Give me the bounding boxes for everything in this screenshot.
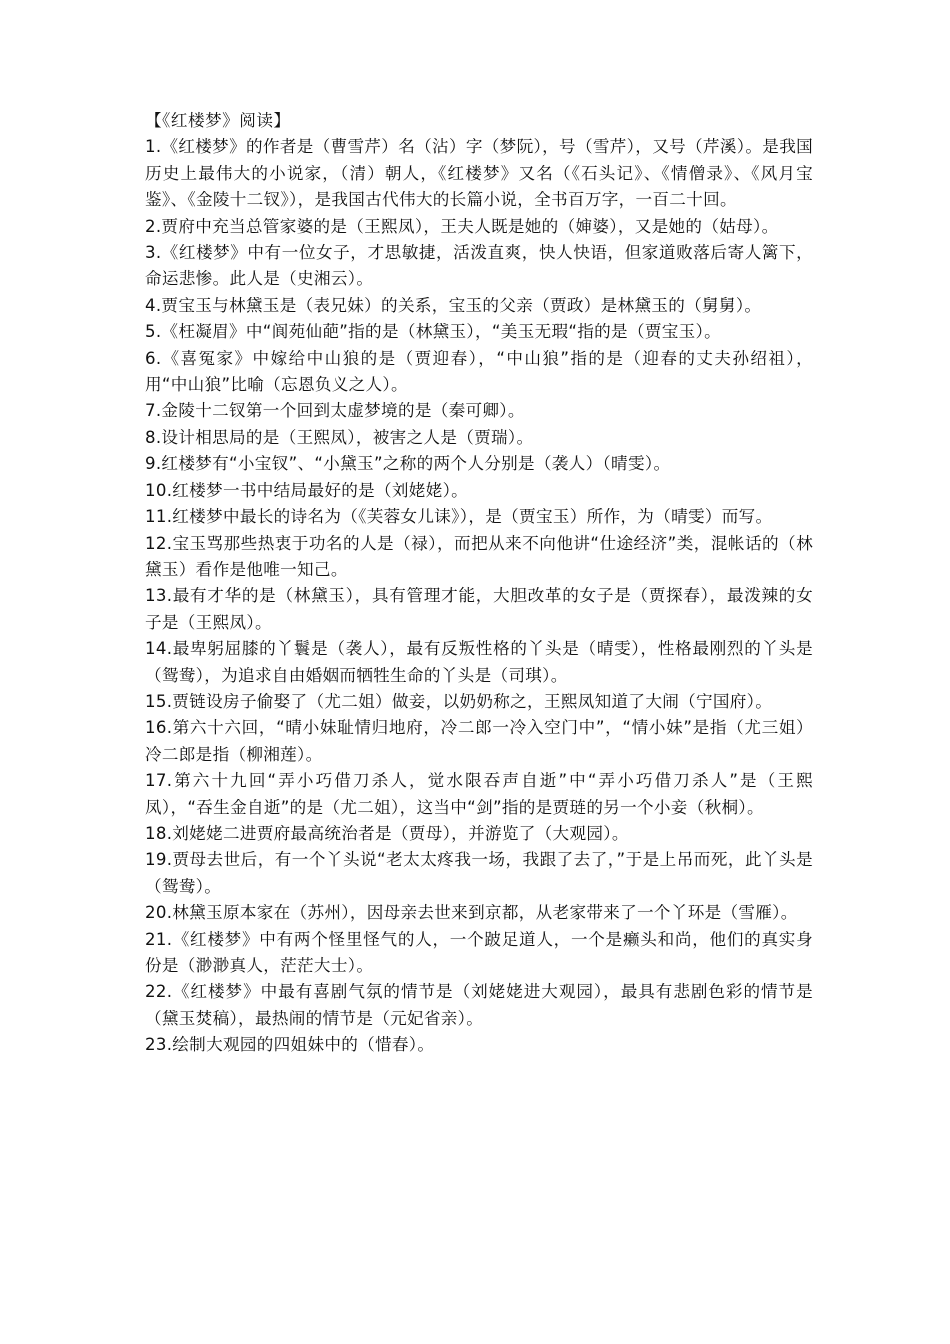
question-19: 19.贾母去世后，有一个丫头说“老太太疼我一场，我跟了去了，”于是上吊而死，此丫头是（鸳鸯）。 [145,850,813,896]
question-7: 7.金陵十二钗第一个回到太虚梦境的是（秦可卿）。 [145,401,525,421]
question-17: 17.第六十九回“弄小巧借刀杀人，觉水限吞声自逝”中“弄小巧借刀杀人”是（王熙凤），“吞生金自逝”的是（尤二姐），这当中“剑”指的是贾琏的另一个小妾（秋桐）。 [145,771,813,817]
question-14: 14.最卑躬屈膝的丫鬟是（袭人），最有反叛性格的丫头是（晴雯），性格最刚烈的丫头是（鸳鸯），为追求自由婚姻而牺牲生命的丫头是（司琪）。 [145,639,813,685]
question-4: 4.贾宝玉与林黛玉是（表兄妹）的关系，宝玉的父亲（贾政）是林黛玉的（舅舅）。 [145,295,762,315]
question-23: 23.绘制大观园的四姐妹中的（惜春）。 [145,1035,435,1055]
question-20: 20.林黛玉原本家在（苏州），因母亲去世来到京都，从老家带来了一个丫环是（雪雁）。 [145,903,798,923]
question-15: 15.贾链设房子偷娶了（尤二姐）做妾，以奶奶称之，王熙凤知道了大闹（宁国府）。 [145,691,773,711]
question-5: 5.《枉凝眉》中“阆苑仙葩”指的是（林黛玉），“美玉无瑕“指的是（贾宝玉）。 [145,322,722,342]
document-body [145,108,813,1059]
question-16: 16.第六十六回，“晴小妹耻情归地府，冷二郎一冷入空门中”，“情小妹”是指（尤三姐）冷二郎是指（柳湘莲）。 [145,718,813,764]
question-12: 12.宝玉骂那些热衷于功名的人是（禄），而把从来不向他讲“仕途经济”类，混帐话的（林黛玉）看作是他唯一知己。 [145,533,813,579]
question-10: 10.红楼梦一书中结局最好的是（刘姥姥）。 [145,480,469,500]
question-18: 18.刘姥姥二进贾府最高统治者是（贾母），并游览了（大观园）。 [145,823,629,843]
question-11: 11.红楼梦中最长的诗名为（《芙蓉女儿诔》），是（贾宝玉）所作，为（晴雯）而写。 [145,507,773,527]
question-13: 13.最有才华的是（林黛玉），具有管理才能，大胆改革的女子是（贾探春），最泼辣的女子是（王熙凤）。 [145,586,813,632]
question-2: 2.贾府中充当总管家婆的是（王熙凤），王夫人既是她的（婶婆），又是她的（姑母）。 [145,216,779,236]
document-title: 【《红楼梦》阅读】 [145,111,291,130]
question-3: 3.《红楼梦》中有一位女子，才思敏捷，活泼直爽，快人快语，但家道败落后寄人篱下，命运悲惨。此人是（史湘云）。 [145,243,813,289]
question-8: 8.设计相思局的是（王熙凤），被害之人是（贾瑞）。 [145,427,534,447]
question-21: 21.《红楼梦》中有两个怪里怪气的人，一个跛足道人，一个是癞头和尚，他们的真实身份是（渺渺真人，茫茫大士）。 [145,929,813,975]
question-1: 1.《红楼梦》的作者是（曹雪芹）名（沾）字（梦阮），号（雪芹），又号（芹溪）。是我国历史上最伟大的小说家，（清）朝人，《红楼梦》又名（《石头记》、《情僧录》、《风月宝鉴》、《金陵十二钗》），是我国古代伟大的长篇小说，全书百万字，一百二十回。 [145,137,813,210]
question-22: 22.《红楼梦》中最有喜剧气氛的情节是（刘姥姥进大观园），最具有悲剧色彩的情节是（黛玉焚稿），最热闹的情节是（元妃省亲）。 [145,982,813,1028]
question-6: 6.《喜冤家》中嫁给中山狼的是（贾迎春），“中山狼”指的是（迎春的丈夫孙绍祖），用“中山狼”比喻（忘恩负义之人）。 [145,348,813,395]
question-9: 9.红楼梦有“小宝钗”、“小黛玉”之称的两个人分别是（袭人）（晴雯）。 [145,454,671,474]
